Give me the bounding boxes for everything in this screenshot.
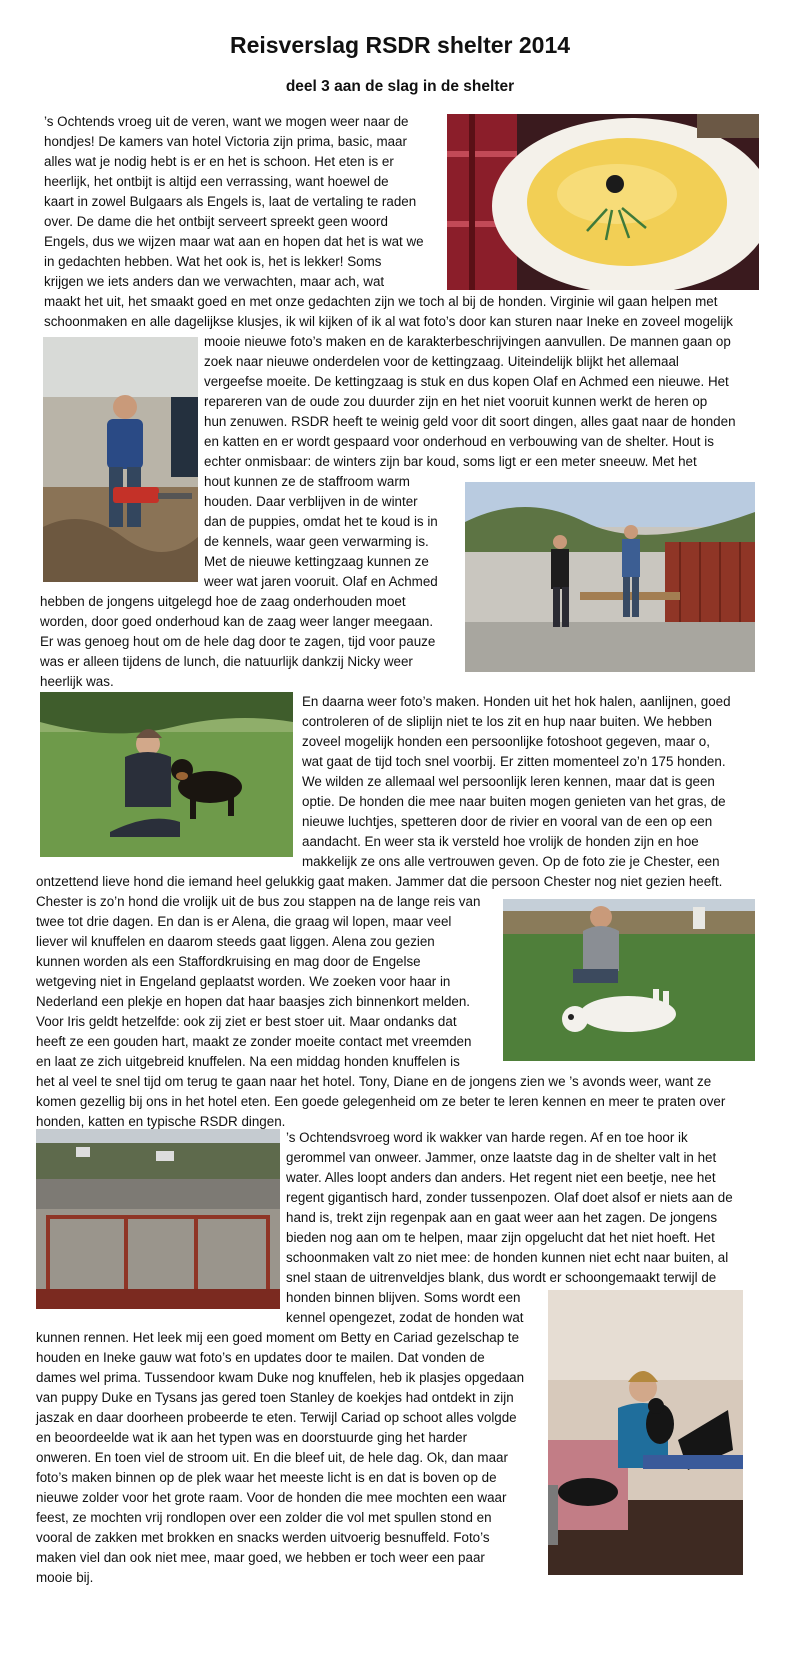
body-line: honden, katten en typische RSDR dingen. [36, 1114, 286, 1129]
body-line: ontzettend lieve hond die iemand heel gelukkig gaat maken. Jammer dat die persoon Chester nog niet gezien heeft. [36, 874, 723, 889]
body-line: Met de nieuwe kettingzaag kunnen ze [204, 554, 429, 569]
body-line: en katten en er wordt gespaard voor onderhoud en verbouwing van de shelter. Hout is [204, 434, 714, 449]
body-line: Nederland een plekje en hopen dat haar baasjes zich binnenkort melden. [36, 994, 471, 1009]
body-line: nieuwe luchtjes, spetteren door de rivier en vooral van de een op een [302, 814, 713, 829]
body-line: jaszak en daar doorheen probeerde te eten. Terwijl Cariad op schoot alles volgde [36, 1410, 517, 1425]
body-line: schoonmaken en alle dagelijkse klusjes, ik wil kijken of ik al wat foto’s door kan sturen naar Ineke en zoveel mogelijk [44, 314, 733, 329]
body-line: maken viel dan ook niet mee, maar goed, we hebben er toch weer een paar [36, 1550, 485, 1565]
body-line: Er was genoeg hout om de hele dag door te zagen, tijd voor pauze [40, 634, 436, 649]
body-line: houden. Daar verblijven in de winter [204, 494, 418, 509]
body-line: alles wat je nodig hebt is er en het is schoon. Het eten is er [44, 154, 394, 169]
body-line: hondjes! De kamers van hotel Victoria zijn prima, basic, maar [44, 134, 407, 149]
body-line: zoek naar nieuwe onderdelen voor de kettingzaag. Uiteindelijk blijkt het allemaal [204, 354, 679, 369]
photo-shelter-kennels [36, 1129, 280, 1309]
body-line: controleren of de sliplijn niet te los zit en hup naar buiten. We hebben [302, 714, 712, 729]
body-line: de kennels, waar geen verwarming is. [204, 534, 429, 549]
body-line: We wilden ze allemaal wel persoonlijk leren kennen, maar dat is geen [302, 774, 715, 789]
body-line: makkelijk ze ons alle vertrouwen geven. Op de foto zie je Chester, een [302, 854, 720, 869]
body-line: regent gigantisch hard, zonder tussenpozen. Olaf doet alsof er niets aan de [286, 1190, 733, 1205]
body-line: hebben de jongens uitgelegd hoe de zaag onderhouden moet [40, 594, 406, 609]
body-line: wetgeving niet in Engeland geplaatst worden. We zoeken voor haar in [36, 974, 451, 989]
body-line: in gedachten hebben. Wat het ook is, het is lekker! Soms [44, 254, 382, 269]
body-line: dan de puppies, omdat het te koud is in [204, 514, 438, 529]
body-line: mooie bij. [36, 1570, 94, 1585]
body-line: bieden nog aan om te helpen, maar zijn opgelucht dat het niet hoeft. Het [286, 1230, 715, 1245]
body-line: hout kunnen ze de staffroom warm [204, 474, 410, 489]
body-line: Chester is zo’n hond die vrolijk uit de bus zou stappen na de lange reis van [36, 894, 481, 909]
body-line: kennel opengezet, zodat de honden wat [286, 1310, 524, 1325]
body-line: heeft ze een gouden hart, maakt ze zonder moeite contact met vreemden [36, 1034, 472, 1049]
document-subtitle: deel 3 aan de slag in de shelter [285, 78, 515, 95]
body-line: worden, door goed onderhoud kan de zaag weer langer meegaan. [40, 614, 434, 629]
body-line: En daarna weer foto’s maken. Honden uit het hok halen, aanlijnen, goed [302, 694, 731, 709]
body-line: maakt het uit, het smaakt goed en met onze gedachten zijn we toch al bij de honden. Virginie wil gaan helpen met [44, 294, 718, 309]
body-line: liever wil knuffelen en daarom steeds gaat liggen. Alena zou gezien [36, 934, 435, 949]
body-line: van puppy Duke en Tysans jas gered toen Stanley de koekjes had ontdekt in zijn [36, 1390, 514, 1405]
body-line: heerlijk, het ontbijt is altijd een verrassing, want hoewel de [44, 174, 389, 189]
body-line: echter onmisbaar: de winters zijn bar koud, soms ligt er een meter sneeuw. Met het [204, 454, 697, 469]
body-line: kunnen worden als een Staffordkruising en mag door de Engelse [36, 954, 421, 969]
body-line: aandacht. En weer sta ik versteld hoe vrolijk de honden zijn en hoe [302, 834, 699, 849]
body-line: ’s Ochtends vroeg uit de veren, want we mogen weer naar de [44, 114, 409, 129]
body-line: schoonmaken valt zo niet mee: de honden kunnen niet echt naar buiten, al [286, 1250, 729, 1265]
body-line: kunnen rennen. Het leek mij een goed moment om Betty en Cariad gezelschap te [36, 1330, 520, 1345]
photo-woman-at-laptop [548, 1290, 743, 1575]
body-line: feest, ze mochten vrij rondlopen over een zolder die vol met spullen stond en [36, 1510, 492, 1525]
body-line: krijgen we iets anders dan we verwachten, maar ach, wat [44, 274, 385, 289]
photo-woman-with-dog [40, 692, 293, 857]
body-line: nieuwe zolder voor het grote raam. Voor de honden die mee mochten een waar [36, 1490, 507, 1505]
photo-men-by-fence [465, 482, 755, 672]
body-line: snel staan de uitrenveldjes blank, dus wordt er schoongemaakt terwijl de [286, 1270, 717, 1285]
body-line: en laat ze zich uitgebreid knuffelen. Na een middag honden knuffelen is [36, 1054, 460, 1069]
body-line: het al veel te snel tijd om terug te gaan naar het hotel. Tony, Diane en de jongens zien we ’s avonds weer, want ze [36, 1074, 712, 1089]
body-line: weer wat jaren vooruit. Olaf en Achmed [204, 574, 438, 589]
body-line: water. Alles loopt anders dan anders. Het regent niet een beetje, nee het [286, 1170, 716, 1185]
photo-chainsaw-man [43, 337, 198, 582]
body-line: honden binnen blijven. Soms wordt een [286, 1290, 521, 1305]
body-line: onweren. En toen viel de stroom uit. En die bleef uit, de hele dag. Ok, dan maar [36, 1450, 508, 1465]
body-line: vooral de zakken met brokken en snacks werden uitvoerig besnuffeld. Foto’s [36, 1530, 490, 1545]
body-line: kaart in zowel Bulgaars als Engels is, laat de vertaling te raden [44, 194, 417, 209]
body-line: zoveel mogelijk honden een persoonlijke fotoshoot gegeven, maar o, [302, 734, 710, 749]
body-line: wat gaat de tijd toch snel voorbij. Er zitten momenteel zo’n 175 honden. [302, 754, 726, 769]
body-line: vergeefse moeite. De kettingzaag is stuk en dus kopen Olaf en Achmed een nieuwe. Het [204, 374, 729, 389]
body-line: mooie nieuwe foto’s maken en de karakterbeschrijvingen aanvullen. De mannen gaan op [204, 334, 731, 349]
body-line: hand is, trekt zijn regenpak aan en gaat weer aan het zagen. De jongens [286, 1210, 718, 1225]
body-line: komen gezellig bij ons in het hotel eten. Een goede gelegenheid om ze beter te leren kennen en meer te praten over [36, 1094, 726, 1109]
body-line: houden en Ineke gauw wat foto’s en updates door te mailen. Dat vonden de [36, 1350, 485, 1365]
body-line: hun zenuwen. RSDR heeft te weinig geld voor dit soort dingen, alles gaat naar de honden [204, 414, 736, 429]
body-line: en beoordeelde wat ik aan het typen was en doorstuurde ging het harder [36, 1430, 468, 1445]
body-line: dames wel prima. Tussendoor kwam Duke nog knuffelen, heb ik plasjes opgedaan [36, 1370, 525, 1385]
body-line: Voor Iris geldt hetzelfde: ook zij ziet er best stoer uit. Maar ondanks dat [36, 1014, 457, 1029]
body-line: twee tot drie dagen. En dan is er Alena, die graag wil lopen, maar veel [36, 914, 452, 929]
document-title: Reisverslag RSDR shelter 2014 [229, 32, 571, 58]
body-line: optie. De honden die mee naar buiten mogen genieten van het gras, de [302, 794, 726, 809]
body-line: over. De dame die het ontbijt serveert spreekt geen woord [44, 214, 388, 229]
body-line: foto’s maken binnen op de plek waar het meeste licht is en dat is boven op de [36, 1470, 497, 1485]
body-line: Engels, dus we wijzen maar wat aan en hopen dat het is wat we [44, 234, 424, 249]
photo-breakfast-omelette [447, 114, 759, 290]
body-line: repareren van de oude zou duurder zijn en het niet vooruit kunnen werkt de heren op [204, 394, 708, 409]
body-line: ’s Ochtendsvroeg word ik wakker van harde regen. Af en toe hoor ik [286, 1130, 688, 1145]
body-line: heerlijk was. [40, 674, 114, 689]
photo-man-with-white-dog [503, 899, 755, 1061]
body-line: gerommel van onweer. Jammer, onze laatste dag in de shelter valt in het [286, 1150, 717, 1165]
body-line: was er alleen tijdens de lunch, die natuurlijk dankzij Nicky weer [40, 654, 413, 669]
